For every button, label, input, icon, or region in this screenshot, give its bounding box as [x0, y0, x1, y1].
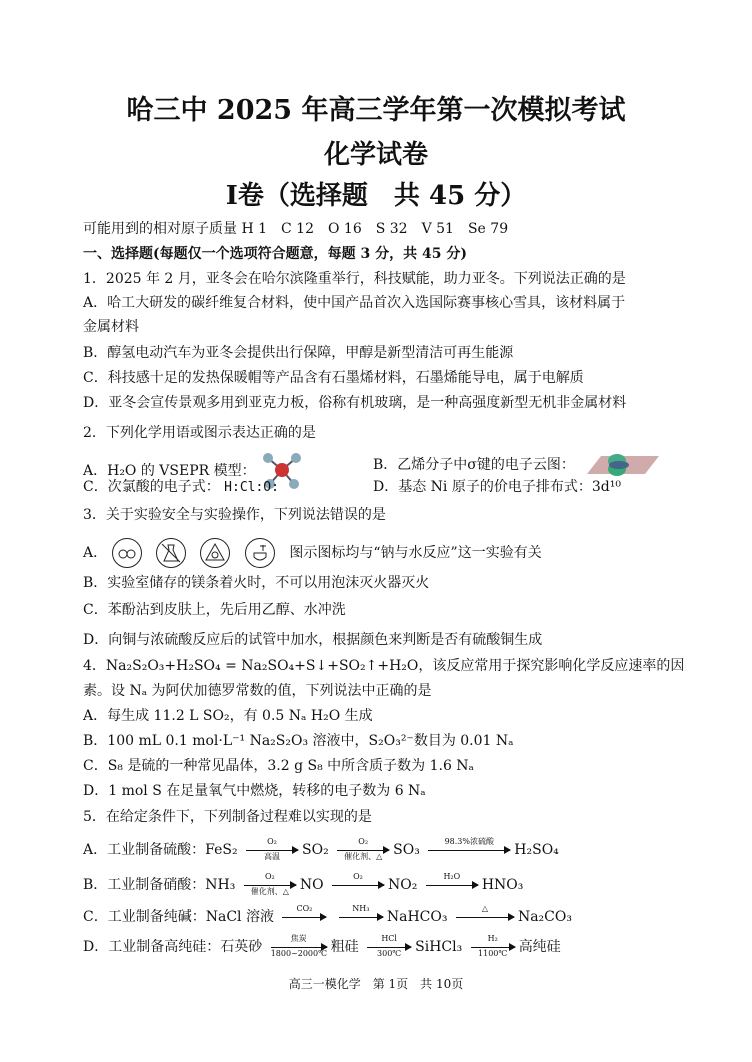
q3-option-b: B．实验室储存的镁条着火时，不可以用泡沫灭火器灭火	[83, 575, 430, 591]
reaction-arrow: HCl 300℃	[367, 934, 411, 960]
flask-hazard-icon	[156, 538, 186, 568]
q1-option-a: A．哈工大研发的碳纤维复合材料，使中国产品首次入选国际赛事核心雪具，该材料属于	[83, 295, 626, 311]
q4-stem: 4．Na₂S₂O₃+H₂SO₄ = Na₂SO₄+S↓+SO₂↑+H₂O，该反应常用于探究影响化学反应速率的因	[83, 658, 685, 674]
q4-option-b: B．100 mL 0.1 mol·L⁻¹ Na₂S₂O₃ 溶液中，S₂O₃²⁻数目为 0.01 Nₐ	[83, 733, 514, 749]
reaction-arrow: O₂ 催化剂、△	[337, 837, 389, 863]
q5-option-b: B．工业制备硝酸：NH₃ O₂ 催化剂、△ NO O₂ NO₂ H₂O HNO₃	[83, 872, 524, 896]
sigma-bond-cloud-image	[579, 452, 661, 478]
hclo-electron-formula: H:Cl:O:	[224, 480, 279, 495]
reaction-arrow: 焦炭 1800~2000℃	[270, 934, 328, 958]
q5-option-c: C．工业制备纯碱：NaCl 溶液 CO₂ NH₃ NaHCO₃ △ Na₂CO₃	[83, 904, 572, 930]
q1-stem: 1．2025 年 2 月，亚冬会在哈尔滨隆重举行，科技赋能，助力亚冬。下列说法正确的是	[83, 271, 626, 287]
q1-option-c: C．科技感十足的发热保暖帽等产品含有石墨烯材料，石墨烯能导电，属于电解质	[83, 370, 584, 386]
q2-option-c: C．次氯酸的电子式： H:Cl:O:	[83, 479, 279, 495]
section-title: I卷（选择题 共 45 分）	[225, 181, 527, 211]
fan-ventilation-icon	[200, 538, 230, 568]
q1-option-a-cont: 金属材料	[83, 319, 139, 335]
q5-stem: 5．在给定条件下，下列制备过程难以实现的是	[83, 809, 372, 825]
q3-option-c: C．苯酚沾到皮肤上，先后用乙醇、水冲洗	[83, 602, 346, 618]
atomic-masses: 可能用到的相对原子质量 H 1 C 12 O 16 S 32 V 51 Se 79	[83, 221, 509, 237]
exam-subtitle: 化学试卷	[323, 140, 428, 170]
reaction-arrow: $\frac{\text{H₂}}{1100℃}$	[471, 934, 515, 960]
q3-option-a: A． 图示图标均与“钠与水反应”这一实验有关	[83, 538, 542, 568]
q1-option-b: B．醇氢电动汽车为亚冬会提供出行保障，甲醇是新型清洁可再生能源	[83, 345, 514, 361]
q2-option-b: B．乙烯分子中σ键的电子云图：	[373, 452, 661, 478]
q4-stem-cont: 素。设 Nₐ 为阿伏加德罗常数的值，下列说法中正确的是	[83, 683, 432, 699]
reaction-arrow: O₂ 催化剂、△	[244, 872, 296, 898]
part-heading: 一、选择题(每题仅一个选项符合题意，每题 3 分，共 45 分)	[83, 246, 467, 262]
q2-stem: 2．下列化学用语或图示表达正确的是	[83, 425, 316, 441]
exam-title: 哈三中 2025 年高三学年第一次模拟考试	[126, 95, 626, 126]
reaction-arrow: NH₃	[339, 904, 383, 930]
q4-option-c: C．S₈ 是硫的一种常见晶体，3.2 g S₈ 中所含质子数为 1.6 Nₐ	[83, 758, 474, 774]
reaction-arrow: O₂	[332, 872, 384, 898]
q5-option-d: D．工业制备高纯硅：石英砂 焦炭 1800~2000℃ 粗硅 HCl 300℃ SiHCl₃ $\frac{\text{H₂}}{1100℃}$ 高纯硅	[83, 934, 561, 958]
hand-washing-icon	[245, 538, 275, 568]
q2-option-a: A．H₂O 的 VSEPR 模型：	[83, 452, 304, 490]
reaction-arrow: △	[456, 904, 514, 930]
q2-option-d: D．基态 Ni 原子的价电子排布式：3d¹⁰	[373, 479, 621, 495]
q4-option-a: A．每生成 11.2 L SO₂，有 0.5 Nₐ H₂O 生成	[83, 708, 373, 724]
q3-stem: 3．关于实验安全与实验操作，下列说法错误的是	[83, 507, 386, 523]
page-footer: 高三一模化学 第 1页 共 10页	[288, 977, 464, 991]
reaction-arrow: H₂O	[426, 872, 478, 898]
reaction-arrow: 98.3%浓硫酸	[428, 837, 510, 863]
q4-option-d: D．1 mol S 在足量氧气中燃烧，转移的电子数为 6 Nₐ	[83, 783, 426, 799]
q5-option-a: A．工业制备硫酸：FeS₂ O₂ 高温 SO₂ O₂ 催化剂、△ SO₃ 98.3%浓硫酸 H₂SO₄	[83, 837, 559, 861]
q3-option-d: D．向铜与浓硫酸反应后的试管中加水，根据颜色来判断是否有硫酸铜生成	[83, 632, 543, 648]
goggles-icon	[112, 538, 142, 568]
reaction-arrow: O₂ 高温	[246, 837, 298, 863]
reaction-arrow: CO₂	[282, 904, 326, 930]
q1-option-d: D．亚冬会宣传景观多用到亚克力板，俗称有机玻璃，是一种高强度新型无机非金属材料	[83, 395, 627, 411]
